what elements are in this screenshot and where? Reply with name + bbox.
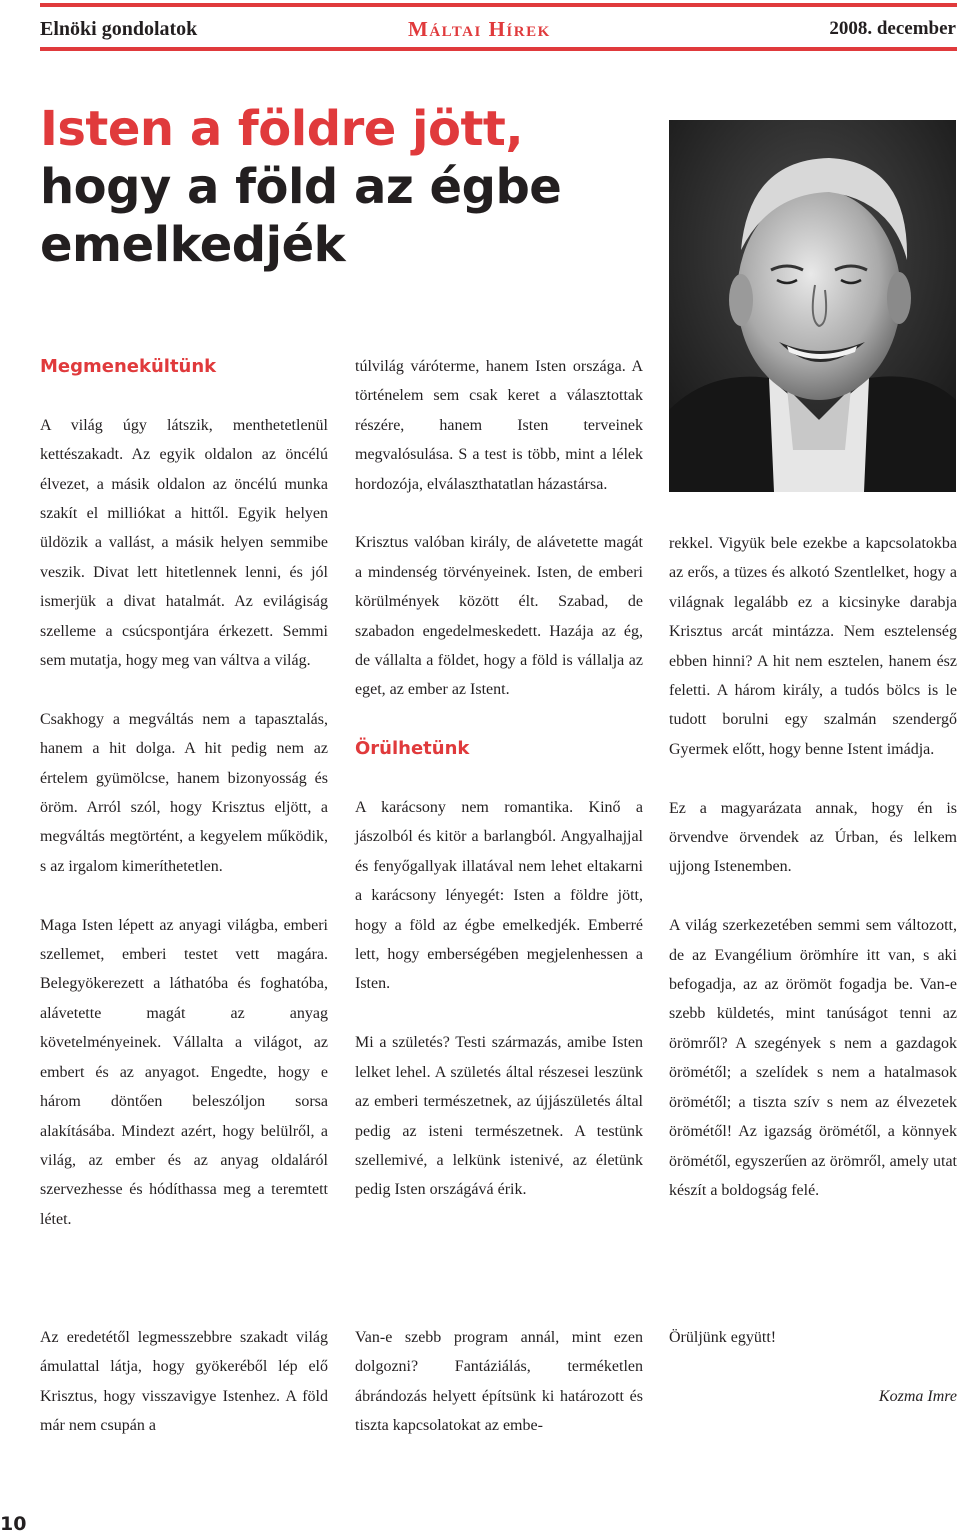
closing-line: Örüljünk együtt! — [669, 1329, 777, 1346]
paragraph: Ez a magyarázata annak, hogy én is örvendve örvendek az Úrban, és lelkem ujjong Istenemben. — [669, 799, 957, 876]
issue-date: 2008. december — [829, 18, 956, 39]
column-2 — [355, 352, 643, 1205]
paragraph: Maga Isten lépett az anyagi világba, emberi szellemet, emberi testet vett magára. Belegyökerezett a láthatóba és foghatóba, alávetette magát az anyag követelményeinek. Vállalta a világot, az embert és az anyagot. Engedte, hogy e három döntően beleszóljon sorsa alakításába. Mindezt azért, hogy belülről, a világ, az ember és az anyag oldaláról szervezhesse és hódíthassa meg a teremtett létet. — [40, 916, 328, 1228]
author-signature: Kozma Imre — [878, 1387, 957, 1405]
paragraph: túlvilág váróterme, hanem Isten országa. A történelem sem csak keret a választottak részére, hanem Isten terveinek megvalósulása. S a test is több, mint a lélek hordozója, elválaszthatatlan házastársa. — [355, 358, 643, 493]
paragraph: A világ szerkezetében semmi sem változott, de az Evangélium örömhíre itt van, s aki befogadja, az az örömöt fogadja be. Van-e szebb küldetés, mint tanúságot tenni az örömről? A szegények s nem a gazdagok örömétől; a szelídek s nem a hatalmasok örömétől; a tiszta szív s nem az élvezetek örömétől! Az igazság örömétől, a könnyek örömétől, egyszerűen az örömről, amely utat készít a boldogság felé. — [669, 917, 957, 1199]
paragraph: rekkel. Vigyük bele ezekbe a kapcsolatokba az erős, a tüzes és alkotó Szentlelket, hogy a világnak legalább ez a kicsinyke darabja Krisztus arcát mintázza. Nem esztelenség ebben hinni? A hit nem esztelen, hanem ész feletti. A három király, a tudós bölcs is le tudott borulni egy szalmán szendergő Gyermek előtt, hogy benne Istent imádja. — [669, 535, 957, 758]
bottom-column-2 — [355, 1323, 643, 1441]
portrait-photo — [669, 120, 956, 492]
subheading-orulhetunk: Örülhetünk — [355, 738, 470, 760]
page-number: 10 — [0, 1513, 27, 1535]
column-3 — [669, 529, 957, 1205]
paragraph: Van-e szebb program annál, mint ezen dolgozni? Fantáziálás, terméketlen ábrándozás helyett építsünk ki határozott és tiszta kapcsolatokat az embe- — [355, 1329, 643, 1435]
bottom-column-3 — [669, 1323, 957, 1411]
title-line-1: Isten a földre jött, — [40, 101, 524, 157]
paragraph: Csakhogy a megváltás nem a tapasztalás, hanem a hit dolga. A hit pedig nem az értelem gyümölcse, hanem bizonyosság és öröm. Arról szól, hogy Krisztus eljött, a megváltás megtörtént, a kegyelem működik, s az irgalom kimeríthetetlen. — [40, 710, 328, 875]
portrait-illustration — [669, 120, 956, 492]
paragraph: Az eredetétől legmesszebbre szakadt világ ámulattal látja, hogy gyökeréből lép elő Krisztus, hogy visszavigye Istenhez. A föld már nem csupán a — [40, 1329, 328, 1435]
subheading-megmenekultunk: Megmenekültünk — [40, 356, 217, 377]
header-bottom-rule — [40, 47, 957, 51]
paragraph: Mi a születés? Testi származás, amibe Isten lelket lehel. A születés által részesei leszünk az emberi természetnek, az újjászületés által pedig az isteni természetnek. A testünk szellemivé, a lelkünk istenivé, az életünk pedig Isten országává érik. — [355, 1034, 643, 1199]
section-title: Elnöki gondolatok — [40, 18, 198, 40]
paragraph: Krisztus valóban király, de alávetette magát a mindenség törvényeinek. Isten, de emberi körülmények között élt. Szabad, de szabadon engedelmeskedett. Hazája az ég, de vállalta a földet, hogy a föld is vállalja az eget, az ember az Istent. — [355, 534, 643, 699]
paragraph: A karácsony nem romantika. Kinő a jászolból és kitör a barlangból. Angyalhajjal és fenyőgallyak illatával nem lehet eltakarni a karácsony lényegét: Isten a földre jött, hogy a föld az égbe emelkedjék. Emberré lett, hogy emberségében megjelenhessen a Isten. — [355, 799, 643, 993]
bottom-column-1 — [40, 1323, 328, 1441]
magazine-title: Máltai Hírek — [408, 17, 551, 41]
header-top-rule — [40, 3, 957, 7]
title-line-2: hogy a föld az égbe — [40, 159, 562, 215]
title-line-3: emelkedjék — [40, 217, 346, 273]
article-title — [40, 100, 561, 274]
column-1 — [40, 352, 328, 1234]
paragraph: A világ úgy látszik, menthetetlenül kettészakadt. Az egyik oldalon az öncélú élvezet, a másik oldalon az öncélú munka szakít el milliókat a hittől. Egyik helyen üldözik a vallást, a másik helyen semmibe veszik. Divat lett hitetlennek lenni, és jól ismerjük a divat hatalmát. Az evilágiság szelleme a csúcspontjára érkezett. Semmi sem mutatja, hogy meg van váltva a világ. — [40, 416, 328, 670]
